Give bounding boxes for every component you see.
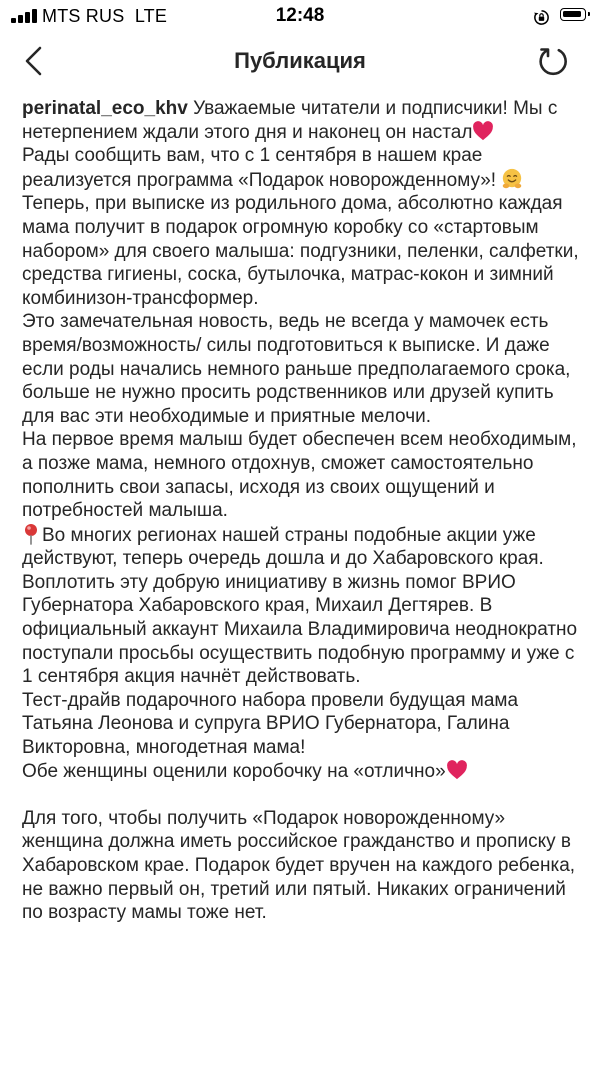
blank-line — [22, 783, 588, 807]
caption-paragraph: Тест-драйв подарочного набора провели будущая мама Татьяна Леонова и супруга ВРИО Губернатора, Галина Викторовна, многодетная мама! — [22, 689, 519, 759]
caption-announcement: Рады сообщить вам, что с 1 сентября в нашем крае реализуется программа «Подарок новорожденному»! — [22, 144, 588, 192]
caption-paragraph-pinned: Во многих регионах нашей страны подобные акции уже действуют, теперь очередь дошла и до Хабаровского края. Воплотить эту добрую инициативу в жизнь помог ВРИО Губернатора Хабаровского края, Михаил Дегтярев. В официальный аккаунт Михаила Владимировича неоднократно поступали просьбы осуществить подобную программу и уже с 1 сентября акция начнёт действовать. — [22, 524, 578, 688]
navigation-bar — [0, 34, 600, 90]
caption-rating: Обе женщины оценили коробочку на «отлично» — [22, 760, 588, 784]
caption-paragraph: Это замечательная новость, ведь не всегда у мамочек есть время/возможность/ силы подготовиться к выписке. И даже если роды начались немного раньше предполагаемого срока, больше не нужно просить родственников или друзей купить для вас эти необходимые и приятные мелочи. — [22, 311, 571, 427]
post-username[interactable]: perinatal_eco_khv — [22, 98, 188, 119]
caption-intro — [22, 97, 588, 144]
battery-icon — [560, 8, 586, 21]
page-title: Публикация — [234, 48, 366, 73]
orientation-lock-icon — [533, 9, 550, 26]
status-time: 12:48 — [275, 5, 325, 26]
caption-greeting: Уважаемые читатели и подписчики! Мы с нетерпением ждали этого дня и наконец он настал — [22, 98, 558, 143]
carrier-name: MTS RUS — [42, 6, 125, 26]
post-caption — [22, 97, 588, 925]
refresh-button[interactable] — [535, 43, 571, 79]
caption-paragraph: Теперь, при выписке из родильного дома, абсолютно каждая мама получит в подарок огромную коробку со «стартовым набором» для своего малыша: подгузники, пеленки, салфетки, средства гигиены, соска, бутылочка, матрас-кокон и зимний комбинизон-трансформер. — [22, 193, 579, 309]
caption-paragraph: На первое время малыш будет обеспечен всем необходимым, а позже мама, немного отдохнув, сможет самостоятельно пополнить свои запасы, исходя из своих ощущений и потребностей малыша. — [22, 429, 577, 522]
pushpin-icon — [22, 523, 40, 545]
status-bar — [0, 0, 600, 34]
network-type: LTE — [134, 6, 168, 26]
caption-paragraph: Для того, чтобы получить «Подарок новорожденному» женщина должна иметь российское гражданство и прописку в Хабаровском крае. Подарок будет вручен на каждого ребенка, не важно первый он, третий или пятый. Никаких ограничений по возрасту мамы тоже нет. — [22, 807, 576, 924]
heart-icon — [446, 760, 468, 780]
heart-icon — [472, 121, 494, 141]
hugging-face-icon — [501, 168, 523, 190]
